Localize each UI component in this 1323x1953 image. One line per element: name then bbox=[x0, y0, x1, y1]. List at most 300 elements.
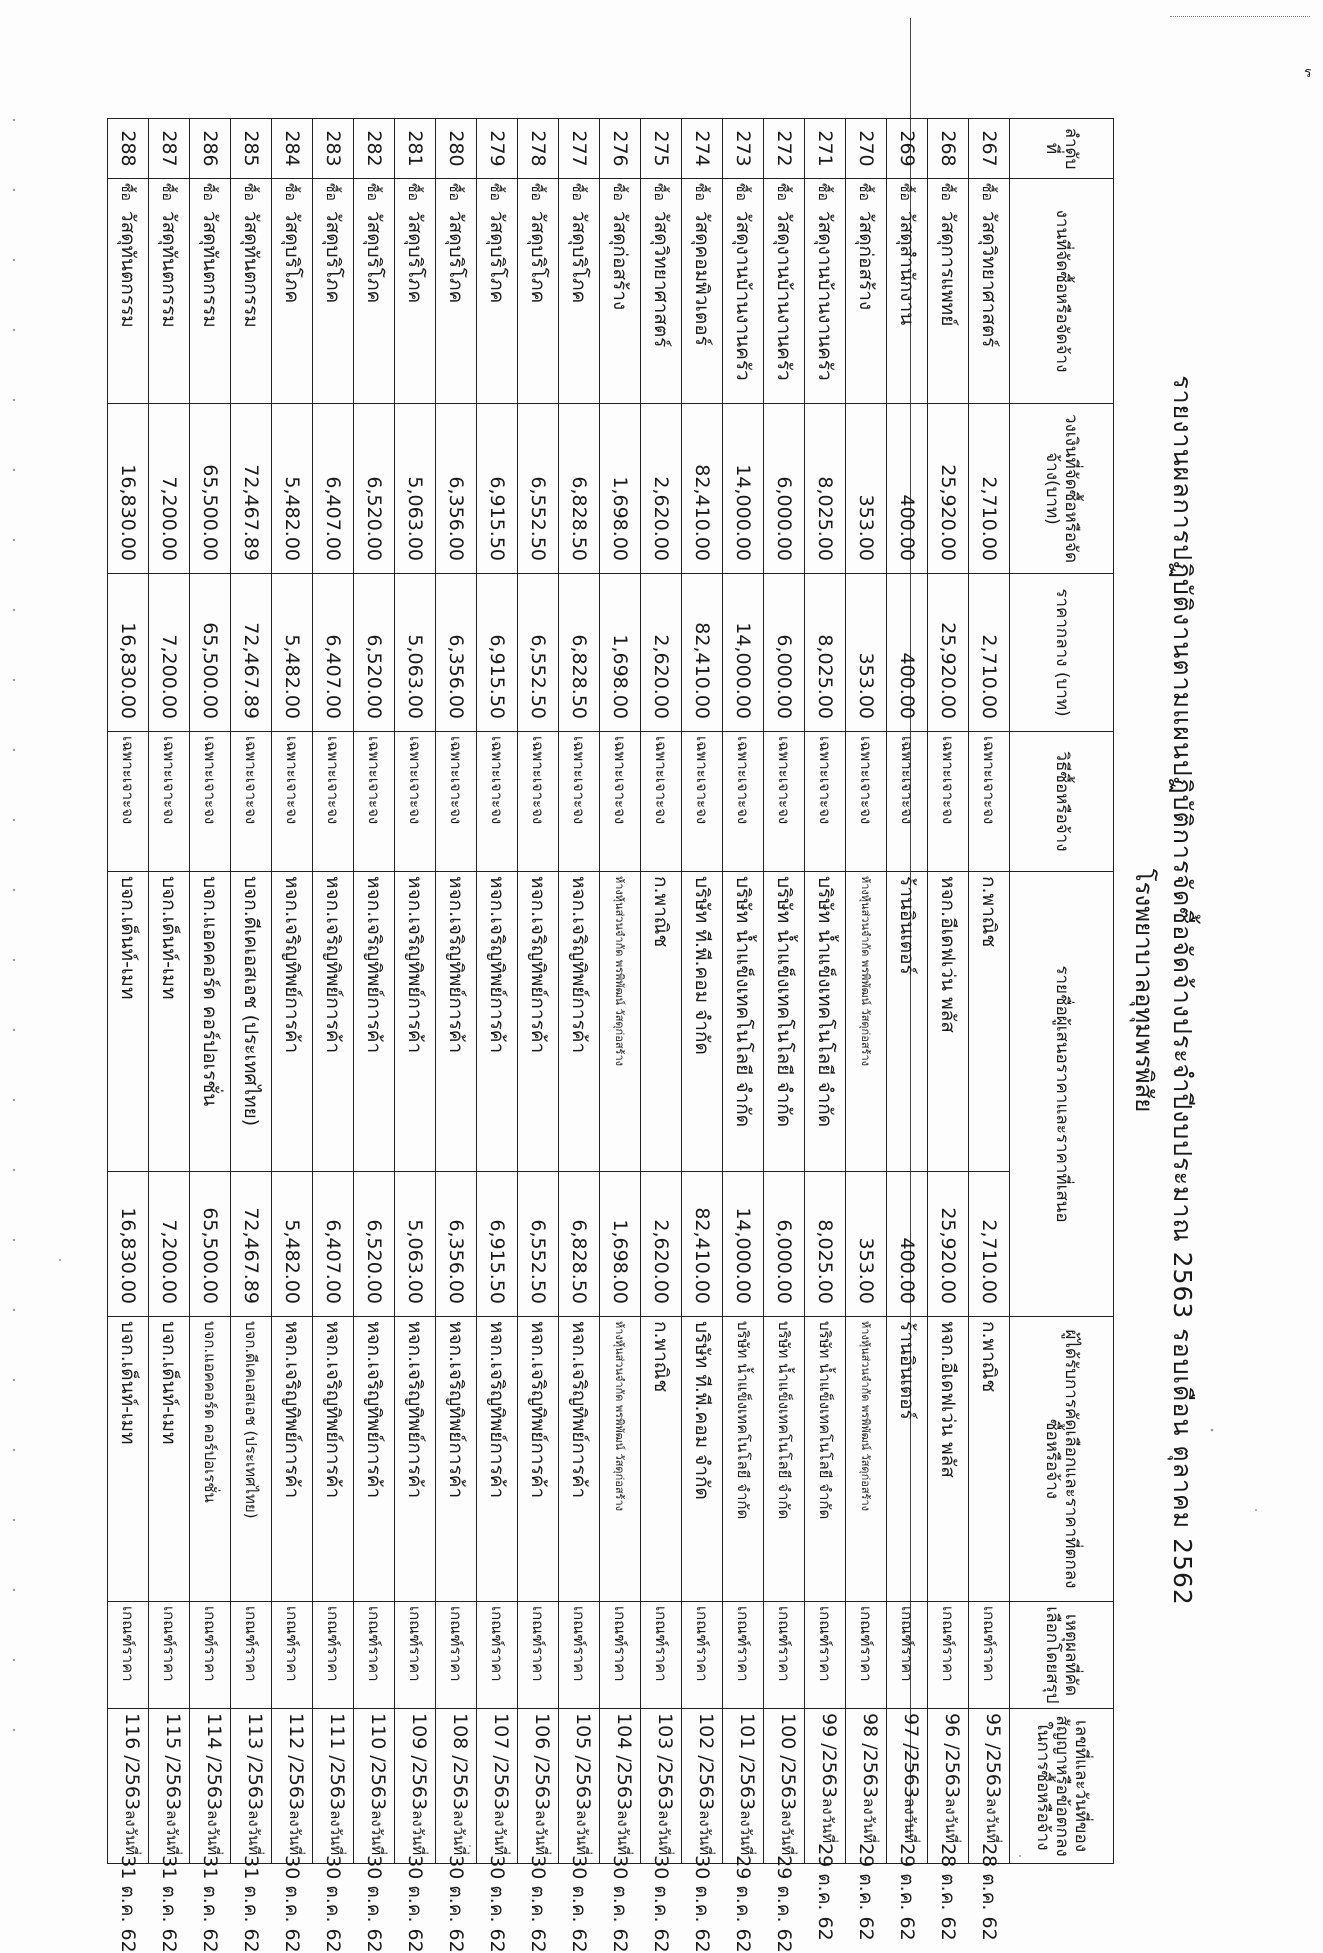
table-row bbox=[436, 119, 477, 1864]
item-cell bbox=[272, 179, 313, 404]
item-cell bbox=[682, 179, 723, 404]
item-type: ซื้อ bbox=[364, 183, 380, 201]
contract-date: 30 ต.ค. 62 bbox=[404, 1855, 426, 1953]
contract-date: 30 ต.ค. 62 bbox=[445, 1855, 467, 1953]
procurement-method: เฉพาะเจาะจง bbox=[805, 732, 846, 872]
row-number: 279 bbox=[477, 119, 518, 179]
procurement-method: เฉพาะเจาะจง bbox=[354, 732, 395, 872]
bidder-name: ก.พาณิช bbox=[641, 872, 682, 1172]
item-name: วัสดุงานบ้านงานครัว bbox=[773, 210, 795, 381]
item-type: ซื้อ bbox=[200, 183, 216, 201]
report-header bbox=[1116, 118, 1208, 1863]
winner-name: บริษัท น้ำแข็งเทคโนโลยี จำกัด bbox=[805, 1317, 846, 1602]
contract-date: 30 ต.ค. 62 bbox=[281, 1855, 303, 1953]
budget-amount: 25,920.00 bbox=[928, 404, 969, 574]
date-label: ลงวันที่ bbox=[450, 1810, 468, 1856]
row-number: 273 bbox=[723, 119, 764, 179]
selection-reason: เกณฑ์ราคา bbox=[559, 1602, 600, 1709]
winner-name: หจก.เจริญทิพย์การค้า bbox=[272, 1317, 313, 1602]
item-type: ซื้อ bbox=[733, 183, 749, 201]
contract-cell bbox=[805, 1709, 846, 1941]
row-number: 282 bbox=[354, 119, 395, 179]
contract-number: 116 /2563 bbox=[121, 1713, 143, 1811]
bid-amount: 2,620.00 bbox=[641, 1172, 682, 1317]
contract-cell bbox=[928, 1709, 969, 1941]
item-type: ซื้อ bbox=[692, 183, 708, 201]
table-row bbox=[764, 119, 805, 1864]
col-header-contract: เลขที่และวันที่ของสัญญาหรือข้อตกลงในการซื้อหรือจ้าง bbox=[1010, 1709, 1114, 1864]
row-number: 269 bbox=[887, 119, 928, 179]
selection-reason: เกณฑ์ราคา bbox=[723, 1602, 764, 1709]
contract-cell bbox=[272, 1709, 313, 1953]
item-type: ซื้อ bbox=[323, 183, 339, 201]
winner-name: บริษัท น้ำแข็งเทคโนโลยี จำกัด bbox=[764, 1317, 805, 1602]
selection-reason: เกณฑ์ราคา bbox=[190, 1602, 231, 1709]
bidder-name: ห้างหุ้นส่วนจำกัด พรพิพัฒน์ วัสดุก่อสร้าง bbox=[846, 872, 887, 1172]
contract-number: 99 /2563 bbox=[818, 1713, 840, 1798]
item-type: ซื้อ bbox=[651, 183, 667, 201]
bidder-name: บริษัท น้ำแข็งเทคโนโลยี จำกัด bbox=[805, 872, 846, 1172]
contract-number: 110 /2563 bbox=[367, 1713, 389, 1811]
winner-name: หจก.เจริญทิพย์การค้า bbox=[395, 1317, 436, 1602]
table-row bbox=[600, 119, 641, 1864]
page-mark: ร bbox=[1304, 65, 1312, 81]
bidder-name: บจก.ดีเคเอสเอช (ประเทศไทย) bbox=[231, 872, 272, 1172]
table-row bbox=[108, 119, 149, 1864]
median-price: 72,467.89 bbox=[231, 574, 272, 732]
procurement-method: เฉพาะเจาะจง bbox=[313, 732, 354, 872]
contract-number: 114 /2563 bbox=[203, 1713, 225, 1811]
bidder-name: บริษัท ที.พี.คอม จำกัด bbox=[682, 872, 723, 1172]
procurement-method: เฉพาะเจาะจง bbox=[969, 732, 1010, 872]
selection-reason: เกณฑ์ราคา bbox=[272, 1602, 313, 1709]
selection-reason: เกณฑ์ราคา bbox=[149, 1602, 190, 1709]
table-row bbox=[477, 119, 518, 1864]
table-row bbox=[272, 119, 313, 1864]
contract-number: 102 /2563 bbox=[695, 1713, 717, 1811]
table-row bbox=[805, 119, 846, 1864]
budget-amount: 6,407.00 bbox=[313, 404, 354, 574]
median-price: 400.00 bbox=[887, 574, 928, 732]
item-name: วัสดุการแพทย์ bbox=[937, 210, 959, 327]
winner-name: ห้างหุ้นส่วนจำกัด พรพิพัฒน์ วัสดุก่อสร้าง bbox=[846, 1317, 887, 1602]
contract-date: 28 ต.ค. 62 bbox=[937, 1843, 959, 1941]
procurement-method: เฉพาะเจาะจง bbox=[231, 732, 272, 872]
contract-number: 106 /2563 bbox=[531, 1713, 553, 1811]
contract-date: 30 ต.ค. 62 bbox=[363, 1855, 385, 1953]
col-header-method: วิธีซื้อหรือจ้าง bbox=[1010, 732, 1114, 872]
row-number: 268 bbox=[928, 119, 969, 179]
selection-reason: เกณฑ์ราคา bbox=[477, 1602, 518, 1709]
bid-amount: 400.00 bbox=[887, 1172, 928, 1317]
hospital-name: โรงพยาบาลอุทุมพรพิสัย bbox=[1130, 868, 1158, 1113]
bid-amount: 6,000.00 bbox=[764, 1172, 805, 1317]
median-price: 353.00 bbox=[846, 574, 887, 732]
report-title: รายงานผลการปฏิบัติงานตามแผนปฏิบัติการจัดซื้อจัดจ้างประจำปีงบประมาณ 2563 รอบเดือน ตุลาคม 2562 bbox=[1168, 375, 1197, 1606]
row-number: 271 bbox=[805, 119, 846, 179]
procurement-method: เฉพาะเจาะจง bbox=[764, 732, 805, 872]
selection-reason: เกณฑ์ราคา bbox=[641, 1602, 682, 1709]
budget-amount: 400.00 bbox=[887, 404, 928, 574]
date-label: ลงวันที่ bbox=[696, 1810, 714, 1856]
table-row bbox=[723, 119, 764, 1864]
item-name: วัสดุงานบ้านงานครัว bbox=[814, 210, 836, 381]
date-label: ลงวันที่ bbox=[368, 1810, 386, 1856]
contract-cell bbox=[641, 1709, 682, 1953]
item-name: วัสดุทันตกรรม bbox=[199, 210, 221, 328]
contract-cell bbox=[313, 1709, 354, 1953]
budget-amount: 82,410.00 bbox=[682, 404, 723, 574]
table-row bbox=[887, 119, 928, 1864]
selection-reason: เกณฑ์ราคา bbox=[313, 1602, 354, 1709]
contract-number: 103 /2563 bbox=[654, 1713, 676, 1811]
item-name: วัสดุสำนักงาน bbox=[896, 210, 918, 326]
item-cell bbox=[313, 179, 354, 404]
date-label: ลงวันที่ bbox=[778, 1810, 796, 1856]
bid-amount: 6,407.00 bbox=[313, 1172, 354, 1317]
item-name: วัสดุบริโภค bbox=[486, 210, 508, 304]
procurement-method: เฉพาะเจาะจง bbox=[477, 732, 518, 872]
bid-amount: 82,410.00 bbox=[682, 1172, 723, 1317]
bid-amount: 5,482.00 bbox=[272, 1172, 313, 1317]
table-row bbox=[395, 119, 436, 1864]
item-cell bbox=[231, 179, 272, 404]
bid-amount: 5,063.00 bbox=[395, 1172, 436, 1317]
table-row bbox=[518, 119, 559, 1864]
budget-amount: 65,500.00 bbox=[190, 404, 231, 574]
bidder-name: บจก.แอคคอร์ด คอร์ปอเรชั่น bbox=[190, 872, 231, 1172]
date-label: ลงวันที่ bbox=[737, 1810, 755, 1856]
winner-name: บจก.เด็นท์-เมท bbox=[149, 1317, 190, 1602]
item-type: ซื้อ bbox=[815, 183, 831, 201]
contract-cell bbox=[887, 1709, 928, 1941]
date-label: ลงวันที่ bbox=[122, 1810, 140, 1856]
median-price: 6,356.00 bbox=[436, 574, 477, 732]
row-number: 281 bbox=[395, 119, 436, 179]
item-cell bbox=[149, 179, 190, 404]
bid-amount: 6,915.50 bbox=[477, 1172, 518, 1317]
contract-date: 31 ต.ค. 62 bbox=[117, 1855, 139, 1953]
bidder-name: หจก.เจริญทิพย์การค้า bbox=[436, 872, 477, 1172]
date-label: ลงวันที่ bbox=[532, 1810, 550, 1856]
contract-date: 29 ต.ค. 62 bbox=[732, 1855, 754, 1953]
date-label: ลงวันที่ bbox=[901, 1798, 919, 1844]
contract-number: 109 /2563 bbox=[408, 1713, 430, 1811]
winner-name: บริษัท ที.พี.คอม จำกัด bbox=[682, 1317, 723, 1602]
table-row bbox=[190, 119, 231, 1864]
budget-amount: 2,710.00 bbox=[969, 404, 1010, 574]
bid-amount: 353.00 bbox=[846, 1172, 887, 1317]
row-number: 288 bbox=[108, 119, 149, 179]
median-price: 2,620.00 bbox=[641, 574, 682, 732]
median-price: 65,500.00 bbox=[190, 574, 231, 732]
table-row bbox=[928, 119, 969, 1864]
contract-date: 29 ต.ค. 62 bbox=[855, 1843, 877, 1941]
item-type: ซื้อ bbox=[241, 183, 257, 201]
bidder-name: ก.พาณิช bbox=[969, 872, 1010, 1172]
contract-number: 96 /2563 bbox=[941, 1713, 963, 1798]
date-label: ลงวันที่ bbox=[942, 1798, 960, 1844]
procurement-method: เฉพาะเจาะจง bbox=[559, 732, 600, 872]
contract-date: 28 ต.ค. 62 bbox=[978, 1843, 1000, 1941]
winner-name: หจก.เจริญทิพย์การค้า bbox=[559, 1317, 600, 1602]
table-row bbox=[149, 119, 190, 1864]
winner-name: บจก.เด็นท์-เมท bbox=[108, 1317, 149, 1602]
contract-cell bbox=[477, 1709, 518, 1953]
item-cell bbox=[108, 179, 149, 404]
row-number: 275 bbox=[641, 119, 682, 179]
item-type: ซื้อ bbox=[774, 183, 790, 201]
selection-reason: เกณฑ์ราคา bbox=[108, 1602, 149, 1709]
item-type: ซื้อ bbox=[897, 183, 913, 201]
contract-cell bbox=[723, 1709, 764, 1953]
procurement-table bbox=[107, 118, 1114, 1953]
procurement-method: เฉพาะเจาะจง bbox=[272, 732, 313, 872]
budget-amount: 5,063.00 bbox=[395, 404, 436, 574]
item-name: วัสดุวิทยาศาสตร์ bbox=[650, 210, 672, 348]
bid-amount: 72,467.89 bbox=[231, 1172, 272, 1317]
bid-amount: 2,710.00 bbox=[969, 1172, 1010, 1317]
contract-cell bbox=[436, 1709, 477, 1953]
item-name: วัสดุบริโภค bbox=[568, 210, 590, 304]
item-name: วัสดุบริโภค bbox=[445, 210, 467, 304]
contract-number: 113 /2563 bbox=[244, 1713, 266, 1811]
contract-number: 100 /2563 bbox=[777, 1713, 799, 1811]
row-number: 278 bbox=[518, 119, 559, 179]
bidder-name: หจก.เจริญทิพย์การค้า bbox=[518, 872, 559, 1172]
procurement-method: เฉพาะเจาะจง bbox=[518, 732, 559, 872]
median-price: 6,915.50 bbox=[477, 574, 518, 732]
item-type: ซื้อ bbox=[487, 183, 503, 201]
date-label: ลงวันที่ bbox=[983, 1798, 1001, 1844]
median-price: 1,698.00 bbox=[600, 574, 641, 732]
bidder-name: หจก.เจริญทิพย์การค้า bbox=[395, 872, 436, 1172]
item-cell bbox=[805, 179, 846, 404]
contract-date: 29 ต.ค. 62 bbox=[814, 1843, 836, 1941]
table-row bbox=[682, 119, 723, 1864]
winner-name: หจก.เจริญทิพย์การค้า bbox=[477, 1317, 518, 1602]
item-type: ซื้อ bbox=[979, 183, 995, 201]
date-label: ลงวันที่ bbox=[409, 1810, 427, 1856]
bidder-name: ร้านอินเตอร์ bbox=[887, 872, 928, 1172]
bid-amount: 6,356.00 bbox=[436, 1172, 477, 1317]
bidder-name: หจก.เจริญทิพย์การค้า bbox=[272, 872, 313, 1172]
date-label: ลงวันที่ bbox=[655, 1810, 673, 1856]
procurement-method: เฉพาะเจาะจง bbox=[395, 732, 436, 872]
item-name: วัสดุคอมพิวเตอร์ bbox=[691, 210, 713, 346]
item-name: วัสดุบริโภค bbox=[363, 210, 385, 304]
selection-reason: เกณฑ์ราคา bbox=[928, 1602, 969, 1709]
median-price: 7,200.00 bbox=[149, 574, 190, 732]
selection-reason: เกณฑ์ราคา bbox=[887, 1602, 928, 1709]
procurement-method: เฉพาะเจาะจง bbox=[108, 732, 149, 872]
bid-amount: 6,520.00 bbox=[354, 1172, 395, 1317]
bid-amount: 1,698.00 bbox=[600, 1172, 641, 1317]
item-cell bbox=[600, 179, 641, 404]
budget-amount: 6,000.00 bbox=[764, 404, 805, 574]
table-row bbox=[559, 119, 600, 1864]
contract-number: 95 /2563 bbox=[982, 1713, 1004, 1798]
bidder-name: บริษัท น้ำแข็งเทคโนโลยี จำกัด bbox=[723, 872, 764, 1172]
contract-date: 30 ต.ค. 62 bbox=[650, 1855, 672, 1953]
item-name: วัสดุบริโภค bbox=[281, 210, 303, 304]
median-price: 8,025.00 bbox=[805, 574, 846, 732]
contract-date: 29 ต.ค. 62 bbox=[773, 1855, 795, 1953]
contract-cell bbox=[190, 1709, 231, 1953]
winner-name: หจก.อีเดฟเว่น พลัส bbox=[928, 1317, 969, 1602]
item-type: ซื้อ bbox=[282, 183, 298, 201]
median-price: 82,410.00 bbox=[682, 574, 723, 732]
median-price: 6,552.50 bbox=[518, 574, 559, 732]
item-name: วัสดุบริโภค bbox=[527, 210, 549, 304]
contract-date: 31 ต.ค. 62 bbox=[158, 1855, 180, 1953]
item-cell bbox=[887, 179, 928, 404]
table-row bbox=[641, 119, 682, 1864]
procurement-method: เฉพาะเจาะจง bbox=[723, 732, 764, 872]
rotated-report bbox=[105, 118, 1208, 1953]
date-label: ลงวันที่ bbox=[573, 1810, 591, 1856]
contract-number: 107 /2563 bbox=[490, 1713, 512, 1811]
bidder-name: บจก.เด็นท์-เมท bbox=[108, 872, 149, 1172]
item-cell bbox=[559, 179, 600, 404]
row-number: 286 bbox=[190, 119, 231, 179]
item-cell bbox=[477, 179, 518, 404]
item-name: วัสดุทันตกรรม bbox=[240, 210, 262, 328]
selection-reason: เกณฑ์ราคา bbox=[231, 1602, 272, 1709]
budget-amount: 1,698.00 bbox=[600, 404, 641, 574]
budget-amount: 6,356.00 bbox=[436, 404, 477, 574]
bid-amount: 7,200.00 bbox=[149, 1172, 190, 1317]
item-cell bbox=[518, 179, 559, 404]
item-cell bbox=[354, 179, 395, 404]
selection-reason: เกณฑ์ราคา bbox=[354, 1602, 395, 1709]
item-name: วัสดุก่อสร้าง bbox=[855, 210, 877, 311]
table-row bbox=[354, 119, 395, 1864]
item-cell bbox=[190, 179, 231, 404]
contract-cell bbox=[149, 1709, 190, 1953]
date-label: ลงวันที่ bbox=[286, 1810, 304, 1856]
median-price: 25,920.00 bbox=[928, 574, 969, 732]
row-number: 287 bbox=[149, 119, 190, 179]
table-row bbox=[969, 119, 1010, 1864]
item-type: ซื้อ bbox=[569, 183, 585, 201]
selection-reason: เกณฑ์ราคา bbox=[846, 1602, 887, 1709]
selection-reason: เกณฑ์ราคา bbox=[395, 1602, 436, 1709]
col-header-winner: ผู้ได้รับการคัดเลือกและราคาที่ตกลงซื้อหรือจ้าง bbox=[1010, 1317, 1114, 1602]
winner-name: หจก.เจริญทิพย์การค้า bbox=[518, 1317, 559, 1602]
item-name: วัสดุก่อสร้าง bbox=[609, 210, 631, 311]
table-row bbox=[846, 119, 887, 1864]
contract-number: 97 /2563 bbox=[900, 1713, 922, 1798]
row-number: 274 bbox=[682, 119, 723, 179]
contract-date: 30 ต.ค. 62 bbox=[527, 1855, 549, 1953]
contract-cell bbox=[969, 1709, 1010, 1941]
row-number: 277 bbox=[559, 119, 600, 179]
winner-name: หจก.เจริญทิพย์การค้า bbox=[354, 1317, 395, 1602]
budget-amount: 72,467.89 bbox=[231, 404, 272, 574]
budget-amount: 2,620.00 bbox=[641, 404, 682, 574]
bidder-name: หจก.เจริญทิพย์การค้า bbox=[354, 872, 395, 1172]
contract-cell bbox=[600, 1709, 641, 1953]
winner-name: หจก.เจริญทิพย์การค้า bbox=[313, 1317, 354, 1602]
contract-number: 112 /2563 bbox=[285, 1713, 307, 1811]
budget-amount: 7,200.00 bbox=[149, 404, 190, 574]
row-number: 276 bbox=[600, 119, 641, 179]
winner-name: ร้านอินเตอร์ bbox=[887, 1317, 928, 1602]
contract-cell bbox=[108, 1709, 149, 1953]
date-label: ลงวันที่ bbox=[860, 1798, 878, 1844]
procurement-method: เฉพาะเจาะจง bbox=[190, 732, 231, 872]
contract-number: 108 /2563 bbox=[449, 1713, 471, 1811]
bid-amount: 6,828.50 bbox=[559, 1172, 600, 1317]
procurement-method: เฉพาะเจาะจง bbox=[641, 732, 682, 872]
item-type: ซื้อ bbox=[159, 183, 175, 201]
budget-amount: 353.00 bbox=[846, 404, 887, 574]
bidder-name: บริษัท น้ำแข็งเทคโนโลยี จำกัด bbox=[764, 872, 805, 1172]
item-name: วัสดุบริโภค bbox=[404, 210, 426, 304]
item-cell bbox=[436, 179, 477, 404]
item-cell bbox=[969, 179, 1010, 404]
table-body bbox=[108, 119, 1010, 1953]
item-cell bbox=[846, 179, 887, 404]
bidder-name: หจก.อีเดฟเว่น พลัส bbox=[928, 872, 969, 1172]
row-number: 272 bbox=[764, 119, 805, 179]
contract-cell bbox=[764, 1709, 805, 1953]
row-number: 270 bbox=[846, 119, 887, 179]
contract-cell bbox=[395, 1709, 436, 1953]
col-header-no: ลำดับที่ bbox=[1010, 119, 1114, 179]
item-cell bbox=[723, 179, 764, 404]
selection-reason: เกณฑ์ราคา bbox=[682, 1602, 723, 1709]
contract-date: 30 ต.ค. 62 bbox=[568, 1855, 590, 1953]
median-price: 5,063.00 bbox=[395, 574, 436, 732]
date-label: ลงวันที่ bbox=[819, 1798, 837, 1844]
item-cell bbox=[928, 179, 969, 404]
contract-date: 29 ต.ค. 62 bbox=[896, 1843, 918, 1941]
date-label: ลงวันที่ bbox=[204, 1810, 222, 1856]
item-name: วัสดุทันตกรรม bbox=[158, 210, 180, 328]
item-type: ซื้อ bbox=[446, 183, 462, 201]
row-number: 284 bbox=[272, 119, 313, 179]
budget-amount: 6,915.50 bbox=[477, 404, 518, 574]
bidder-name: หจก.เจริญทิพย์การค้า bbox=[559, 872, 600, 1172]
procurement-method: เฉพาะเจาะจง bbox=[887, 732, 928, 872]
col-header-budget: วงเงินที่จัดซื้อหรือจัดจ้าง(บาท) bbox=[1010, 404, 1114, 574]
selection-reason: เกณฑ์ราคา bbox=[969, 1602, 1010, 1709]
table-row bbox=[313, 119, 354, 1864]
winner-name: ก.พาณิช bbox=[641, 1317, 682, 1602]
date-label: ลงวันที่ bbox=[614, 1810, 632, 1856]
median-price: 6,000.00 bbox=[764, 574, 805, 732]
item-type: ซื้อ bbox=[118, 183, 134, 201]
winner-name: ก.พาณิช bbox=[969, 1317, 1010, 1602]
col-header-reason: เหตุผลที่คัดเลือกโดยสรุป bbox=[1010, 1602, 1114, 1709]
contract-cell bbox=[231, 1709, 272, 1953]
item-type: ซื้อ bbox=[856, 183, 872, 201]
procurement-method: เฉพาะเจาะจง bbox=[846, 732, 887, 872]
table-row bbox=[231, 119, 272, 1864]
date-label: ลงวันที่ bbox=[245, 1810, 263, 1856]
contract-date: 30 ต.ค. 62 bbox=[322, 1855, 344, 1953]
bidder-name: บจก.เด็นท์-เมท bbox=[149, 872, 190, 1172]
item-name: วัสดุบริโภค bbox=[322, 210, 344, 304]
contract-cell bbox=[518, 1709, 559, 1953]
selection-reason: เกณฑ์ราคา bbox=[805, 1602, 846, 1709]
contract-date: 31 ต.ค. 62 bbox=[199, 1855, 221, 1953]
date-label: ลงวันที่ bbox=[491, 1810, 509, 1856]
budget-amount: 16,830.00 bbox=[108, 404, 149, 574]
median-price: 16,830.00 bbox=[108, 574, 149, 732]
